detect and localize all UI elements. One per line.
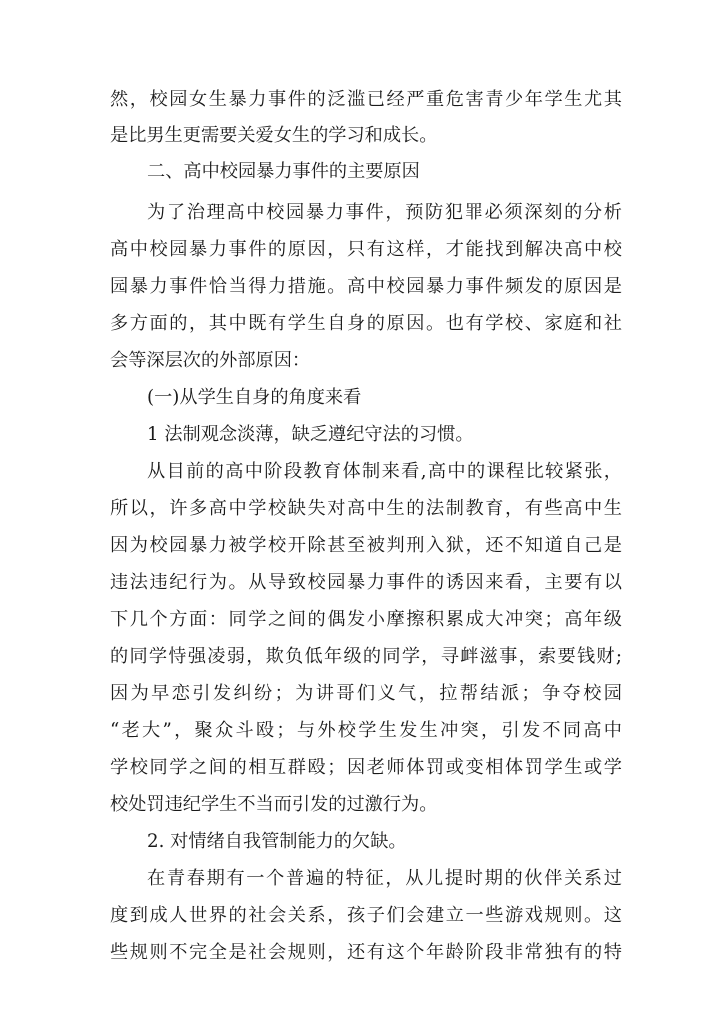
text-line: 所以，许多高中学校缺失对高中生的法制教育，有些高中生 [110, 498, 622, 519]
subsection-heading: (一)从学生自身的角度来看 [147, 387, 362, 408]
text-line: 在青春期有一个普遍的特征，从儿提时期的伙伴关系过 [147, 868, 622, 889]
text-line: 违法违纪行为。从导致校园暴力事件的诱因来看，主要有以 [110, 572, 622, 593]
text-line: 然，校园女生暴力事件的泛滥已经严重危害青少年学生尤其 [110, 89, 622, 110]
text-line: 园暴力事件恰当得力措施。高中校园暴力事件频发的原因是 [110, 276, 622, 297]
text-line: 度到成人世界的社会关系，孩子们会建立一些游戏规则。这 [110, 905, 622, 926]
text-line: 为了治理高中校园暴力事件，预防犯罪必须深刻的分析 [147, 202, 622, 223]
text-line: 高中校园暴力事件的原因，只有这样，才能找到解决高中校 [110, 239, 622, 260]
text-line: 学校同学之间的相互群殴；因老师体罚或变相体罚学生或学 [110, 757, 622, 778]
point-heading: 1 法制观念淡薄，缺乏遵纪守法的习惯。 [147, 424, 474, 445]
text-line: 些规则不完全是社会规则，还有这个年龄阶段非常独有的特 [110, 942, 622, 963]
text-line: 多方面的，其中既有学生自身的原因。也有学校、家庭和社 [110, 313, 622, 334]
text-line: 从目前的高中阶段教育体制来看,高中的课程比较紧张， [147, 461, 622, 482]
text-line: 会等深层次的外部原因： [110, 350, 311, 371]
text-line: 的同学恃强凌弱，欺负低年级的同学，寻衅滋事，索要钱财; [110, 646, 622, 667]
text-line: “老大”，聚众斗殴；与外校学生发生冲突，引发不同高中 [110, 720, 622, 741]
text-line: 校处罚违纪学生不当而引发的过激行为。 [110, 794, 438, 815]
point-heading: 2. 对情绪自我管制能力的欠缺。 [147, 831, 407, 852]
section-heading: 二、高中校园暴力事件的主要原因 [147, 161, 420, 182]
text-line: 因为校园暴力被学校开除甚至被判刑入狱，还不知道自己是 [110, 535, 622, 556]
text-line: 下几个方面：同学之间的偶发小摩擦积累成大冲突；高年级 [110, 609, 622, 630]
text-line: 是比男生更需要关爱女生的学习和成长。 [110, 125, 438, 146]
text-line: 因为早恋引发纠纷；为讲哥们义气，拉帮结派；争夺校园 [110, 683, 622, 704]
